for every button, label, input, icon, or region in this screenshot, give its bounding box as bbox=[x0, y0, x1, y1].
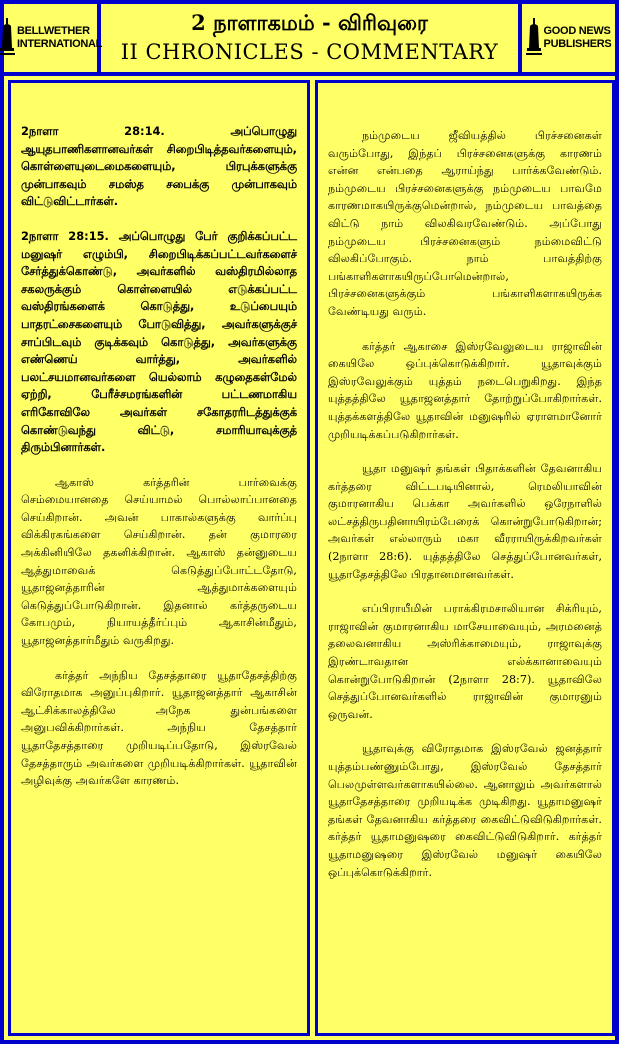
verse-paragraph: 2நாளா 28:15. அப்பொழுது பேர் குறிக்கப்பட்ட மனுஷர் எழும்பி, சிறைபிடிக்கப்பட்டவர்களைச் சேர்த்துக்கொண்டு, அவர்களில் வஸ்திரமில்லாத சகலருக்கும் கொள்ளையில் எடுக்கப்பட்ட வஸ்திரங்களைக் கொடுத்து, உடுப்பையும் பாதரட்சைகளையும் போடுவித்து, அவர்களுக்குச் சாப்பிடவும் குடிக்கவும் கொடுத்து, அவர்களுக்கு எண்ணெய் வார்த்து, அவர்களில் பலட்சயமானவர்களை யெல்லாம் கழுதைகள்மேல் ஏற்றி, பேரீச்சமரங்களின் பட்டணமாகிய எரிகோவிலே அவர்கள் சகோதரரிடத்துக்குக் கொண்டுவந்து விட்டு, சமாரியாவுக்குத் திரும்பினார்கள். bbox=[21, 228, 297, 455]
bellwether-logo bbox=[4, 4, 101, 72]
title-block bbox=[101, 4, 518, 72]
commentary-paragraph: நம்முடைய ஜீவியத்தில் பிரச்சனைகள் வரும்போது, இந்தப் பிரச்சனைகளுக்கு காரணம் என்ன என்பதை ஆராய்ந்து பார்க்கவேண்டும். நம்முடைய பிரச்சனைகளுக்கு நம்முடைய பாவமே காரணமாகயிருக்குமென்றால், நம்முடைய பாவத்தை விட்டு நாம் விலகிவரவேண்டும். அப்போது நம்முடைய பிரச்சனைகளும் நம்மைவிட்டு விலகிப்போகும். நாம் பாவத்திற்கு பங்காளிகளாகயிருப்போமென்றால், பிரச்சனைகளுக்கும் பங்காளிகளாகயிருக்க வேண்டியது வரும். bbox=[328, 129, 602, 318]
commentary-paragraph: யூதா மனுஷர் தங்கள் பிதாக்களின் தேவனாகிய கர்த்தரை விட்டபடியினால், ரெமலியாவின் குமாரனாகிய பெக்கா அவர்களில் ஒரேநாளில் லட்சத்திருபதினாயிரம்பேரைக் கொன்றுபோடுகிறான்; அவர்கள் எல்லாரும் மகா வீரராயிருக்கிறவர்கள் (2நாளா 28:6). யுத்தத்திலே செத்துப்போனவர்கள், யூதாதேசத்திலே பிரதானமானவர்கள். bbox=[328, 462, 602, 581]
logo-line2: PUBLISHERS bbox=[543, 38, 612, 50]
title-english: II CHRONICLES - COMMENTARY bbox=[120, 40, 499, 64]
page-header bbox=[0, 0, 619, 76]
commentary-paragraph: கர்த்தர் ஆகாசை இஸ்ரவேலுடைய ராஜாவின் கையிலே ஒப்புக்கொடுக்கிறார். யூதாவுக்கும் இஸ்ரவேலுக்கும் யுத்தம் நடைபெறுகிறது. இந்த யுத்தத்திலே யூதாஜனத்தார் தோற்றுப்போகிறார்கள். யுத்தக்களத்திலே யூதாவின் மனுஷரில் ஏராளமானோர் முறியடிக்கப்படுகிறார்கள். bbox=[328, 339, 602, 441]
verse-paragraph: 2நாளா 28:14. அப்பொழுது ஆயுதபாணிகளானவர்கள் சிறைபிடித்தவர்களையும், கொள்ளையுடைமைகளையும், பிரபுக்களுக்கு முன்பாகவும் சமஸ்த சபைக்கு முன்பாகவும் விட்டுவிட்டார்கள். bbox=[21, 124, 297, 209]
content-frame bbox=[0, 76, 619, 1044]
bell-icon bbox=[526, 18, 542, 58]
commentary-paragraph: ஆகாஸ் கர்த்தரின் பார்வைக்கு செம்மையானதை செய்யாமல் பொல்லாப்பானதை செய்கிறான். அவன் பாகால்களுக்கு வார்ப்பு விக்கிரகங்களை செய்கிறான். தன் குமாரரை அக்கினியிலே தகனிக்கிறான். ஆகாஸ் தன்னுடைய ஆத்துமாவைக் கெடுத்துப்போட்டதோடு, யூதாஜனத்தாரின் ஆத்துமாக்களையும் கெடுத்துப்போடுகிறான். இதனால் கர்த்தருடைய கோபமும், நியாயத்தீர்ப்பும் ஆகாசின்மீதும், யூதாஜனத்தார்மீதும் வருகிறது. bbox=[21, 475, 297, 648]
logo-line1: BELLWETHER bbox=[16, 25, 90, 37]
logo-line2: INTERNATIONAL bbox=[16, 38, 103, 50]
commentary-paragraph: யூதாவுக்கு விரோதமாக இஸ்ரவேல் ஜனத்தார் யுத்தம்பண்ணும்போது, இஸ்ரவேல் தேசத்தார் பெலமுள்ளவர்களாகயில்லை. ஆனாலும் அவர்களால் யூதாதேசத்தாரை முறியடிக்க முடிகிறது. யூதாமனுஷர் தங்கள் தேவனாகிய கர்த்தரை கைவிட்டுவிடுகிறார்கள். கர்த்தர் யூதாமனுஷரை கைவிட்டுவிடுகிறார். கர்த்தர் யூதாமனுஷரை இஸ்ரவேல் மனுஷர் கையிலே ஒப்புக்கொடுக்கிறார். bbox=[328, 742, 602, 879]
title-tamil: 2 நாளாகமம் - விரிவுரை bbox=[191, 10, 428, 35]
commentary-paragraph: எப்பிராயீமின் பராக்கிரமசாலியான சிக்ரியும், ராஜாவின் குமாரனாகிய மாசேயாவையும், அரமனைத் தலைவனாகிய அஸ்ரிக்காமையும், ராஜாவுக்கு இரண்டாவதான எல்க்கானாவையும் கொன்றுபோடுகிறான் (2நாளா 28:7). யூதாவிலே செத்துப்போனவர்களில் ராஜாவின் குமாரனும் ஒருவன். bbox=[328, 602, 602, 721]
commentary-paragraph: கர்த்தர் அந்நிய தேசத்தாரை யூதாதேசத்திற்கு விரோதமாக அனுப்புகிறார். யூதாஜனத்தார் ஆகாசின் ஆட்சிக்காலத்திலே அநேக துன்பங்களை அனுபவிக்கிறார்கள். அந்நிய தேசத்தார் யூதாதேசத்தாரை முறியடிப்பதோடு, இஸ்ரவேல் தேசத்தாரும் அவர்களை முறியடிக்கிறார்கள். யூதாவின் அழிவுக்கு அவர்களே காரணம். bbox=[21, 668, 297, 788]
right-column bbox=[315, 80, 615, 1036]
good-news-logo bbox=[518, 4, 615, 72]
logo-line1: GOOD NEWS bbox=[543, 25, 611, 37]
bell-icon bbox=[0, 18, 15, 58]
left-column bbox=[8, 80, 310, 1036]
